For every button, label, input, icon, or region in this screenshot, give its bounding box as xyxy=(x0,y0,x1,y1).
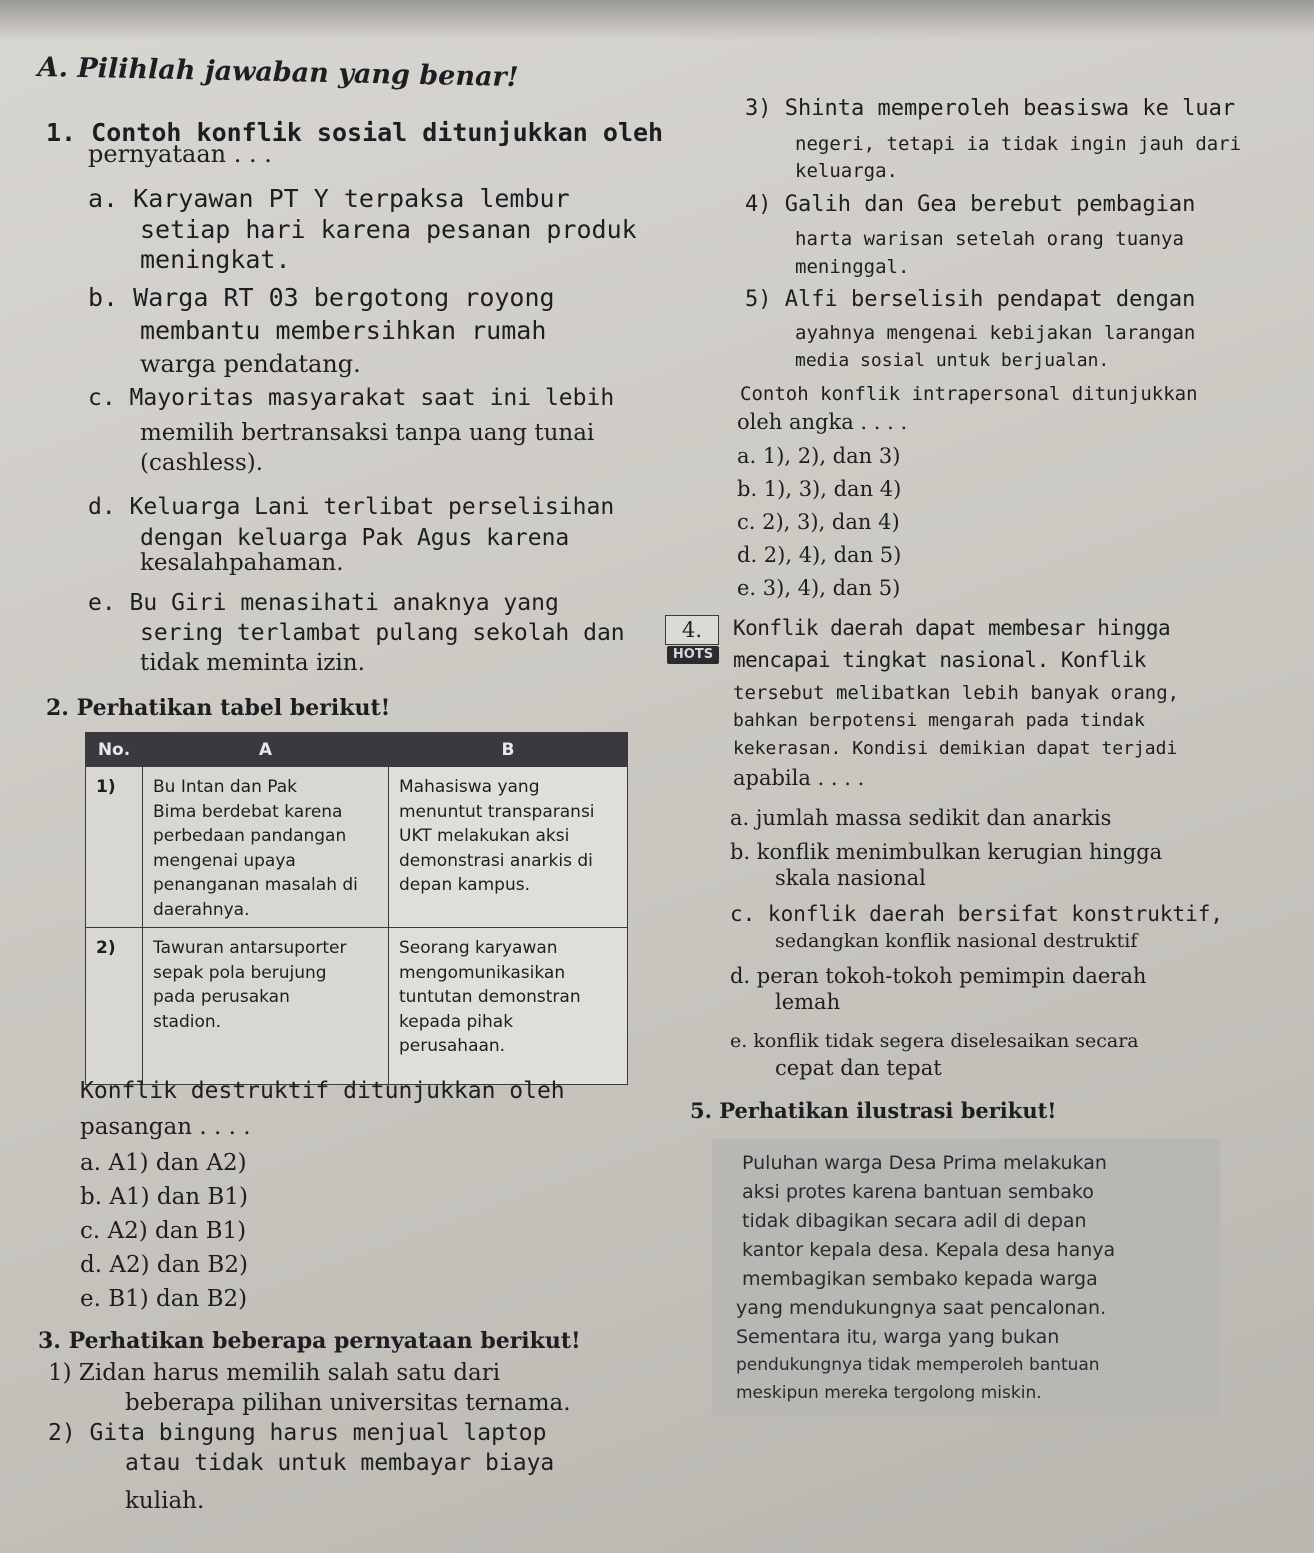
q4-number: 4. xyxy=(665,615,719,645)
illustration-line: yang mendukungnya saat pencalonan. xyxy=(736,1297,1107,1319)
page-top-shadow xyxy=(0,0,1314,40)
table-row xyxy=(86,767,628,928)
hots-badge: HOTS xyxy=(667,646,719,664)
q4-option-c-1[interactable]: c. konflik daerah bersifat konstruktif, xyxy=(730,902,1224,926)
q2-option-d[interactable]: d. A2) dan B2) xyxy=(80,1252,248,1278)
q1-option-d-1[interactable]: d. Keluarga Lani terlibat perselisihan xyxy=(88,494,615,520)
q4-option-d-2: lemah xyxy=(775,990,841,1014)
q1-option-d-3: kesalahpahaman. xyxy=(140,550,344,576)
q3-item-2-2: atau tidak untuk membayar biaya xyxy=(125,1450,555,1476)
cell-line: stadion. xyxy=(153,1011,222,1032)
cell-line: depan kampus. xyxy=(399,875,530,895)
q2-option-a[interactable]: a. A1) dan A2) xyxy=(80,1150,247,1176)
q4-option-d-1[interactable]: d. peran tokoh-tokoh pemimpin daerah xyxy=(730,964,1147,988)
q2-question-2: pasangan . . . . xyxy=(80,1114,251,1140)
q4-stem-5: kekerasan. Kondisi demikian dapat terjadi xyxy=(733,738,1178,759)
q3-option-d[interactable]: d. 2), 4), dan 5) xyxy=(737,543,902,567)
q1-option-b-2: membantu membersihkan rumah xyxy=(140,316,547,345)
q1-option-c-3: (cashless). xyxy=(140,450,264,476)
illustration-line: membagikan sembako kepada warga xyxy=(742,1268,1098,1290)
illustration-line: meskipun mereka tergolong miskin. xyxy=(736,1383,1042,1403)
q3-question-1: Contoh konflik intrapersonal ditunjukkan xyxy=(740,383,1198,405)
cell-line: daerahnya. xyxy=(153,899,250,920)
cell-line: demonstrasi anarkis di xyxy=(399,850,593,871)
q3-item-5-1: 5) Alfi berselisih pendapat dengan xyxy=(745,287,1196,312)
table-cell-a1 xyxy=(143,767,389,928)
cell-line: mengenai upaya xyxy=(153,850,296,871)
q4-option-a[interactable]: a. jumlah massa sedikit dan anarkis xyxy=(730,806,1112,830)
cell-line: Bima berdebat karena xyxy=(153,801,343,822)
q3-item-3-2: negeri, tetapi ia tidak ingin jauh dari xyxy=(795,133,1242,155)
table-cell-b2 xyxy=(389,928,628,1085)
cell-line: UKT melakukan aksi xyxy=(399,826,570,846)
q1-option-d-2: dengan keluarga Pak Agus karena xyxy=(140,525,570,551)
table-header-a: A xyxy=(143,733,389,767)
q3-item-3-3: keluarga. xyxy=(795,160,898,182)
illustration-line: pendukungnya tidak memperoleh bantuan xyxy=(736,1355,1100,1375)
q3-question-2: oleh angka . . . . xyxy=(737,410,908,434)
q3-item-4-3: meninggal. xyxy=(795,256,910,278)
q2-option-b[interactable]: b. A1) dan B1) xyxy=(80,1184,248,1210)
cell-line: Seorang karyawan xyxy=(399,938,558,958)
q4-stem-3: tersebut melibatkan lebih banyak orang, xyxy=(733,682,1180,704)
cell-line: Bu Intan dan Pak xyxy=(153,777,298,797)
q3-stem: 3. Perhatikan beberapa pernyataan berikut! xyxy=(38,1328,581,1354)
table-cell-a2 xyxy=(143,928,389,1085)
illustration-box xyxy=(712,1139,1220,1417)
cell-line: kepada pihak xyxy=(399,1011,514,1032)
illustration-line: tidak dibagikan secara adil di depan xyxy=(742,1210,1087,1232)
q3-item-4-1: 4) Galih dan Gea berebut pembagian xyxy=(745,192,1196,217)
cell-line: perusahaan. xyxy=(399,1036,506,1056)
q1-option-c-1[interactable]: c. Mayoritas masyarakat saat ini lebih xyxy=(88,385,615,411)
table-row xyxy=(86,928,628,1085)
q1-option-c-2: memilih bertransaksi tanpa uang tunai xyxy=(140,420,595,446)
q3-option-e[interactable]: e. 3), 4), dan 5) xyxy=(737,576,901,600)
q4-stem-2: mencapai tingkat nasional. Konflik xyxy=(733,648,1146,672)
cell-line: Tawuran antarsuporter xyxy=(153,938,347,958)
conflict-table xyxy=(85,732,628,1085)
cell-line: menuntut transparansi xyxy=(399,801,595,822)
q1-stem-line-2: pernyataan . . . xyxy=(88,140,272,168)
cell-line: pada perusakan xyxy=(153,987,290,1007)
q4-stem-4: bahkan berpotensi mengarah pada tindak xyxy=(733,710,1145,731)
q3-item-1-1: 1) Zidan harus memilih salah satu dari xyxy=(48,1360,501,1386)
table-cell-no: 1) xyxy=(86,767,143,928)
table-header-no: No. xyxy=(86,733,143,767)
q3-item-2-3: kuliah. xyxy=(125,1488,205,1514)
q3-item-4-2: harta warisan setelah orang tuanya xyxy=(795,228,1184,250)
q3-item-5-2: ayahnya mengenai kebijakan larangan xyxy=(795,322,1196,344)
cell-line: tuntutan demonstran xyxy=(399,987,581,1007)
cell-line: mengomunikasikan xyxy=(399,962,566,983)
q4-option-b-2: skala nasional xyxy=(775,866,926,890)
q4-option-c-2: sedangkan konflik nasional destruktif xyxy=(775,930,1138,952)
q3-item-5-3: media sosial untuk berjualan. xyxy=(795,350,1110,371)
q1-option-a-1[interactable]: a. Karyawan PT Y terpaksa lembur xyxy=(88,184,570,213)
cell-line: perbedaan pandangan xyxy=(153,826,347,846)
table-header-b: B xyxy=(389,733,628,767)
q1-option-e-3: tidak meminta izin. xyxy=(140,650,365,676)
section-title: A. Pilihlah jawaban yang benar! xyxy=(37,52,519,94)
cell-line: sepak pola berujung xyxy=(153,962,327,983)
q1-option-b-1[interactable]: b. Warga RT 03 bergotong royong xyxy=(88,283,555,312)
q4-stem-1: Konflik daerah dapat membesar hingga xyxy=(733,616,1171,640)
q4-option-e-1[interactable]: e. konflik tidak segera diselesaikan secara xyxy=(730,1030,1139,1052)
q1-option-e-1[interactable]: e. Bu Giri menasihati anaknya yang xyxy=(88,590,559,616)
q4-stem-6: apabila . . . . xyxy=(733,766,865,790)
table-cell-no: 2) xyxy=(86,928,143,1085)
q3-option-a[interactable]: a. 1), 2), dan 3) xyxy=(737,444,901,468)
q2-stem: 2. Perhatikan tabel berikut! xyxy=(46,695,391,721)
q1-option-a-2: setiap hari karena pesanan produk xyxy=(140,215,637,244)
q4-option-b-1[interactable]: b. konflik menimbulkan kerugian hingga xyxy=(730,840,1163,864)
q3-item-3-1: 3) Shinta memperoleh beasiswa ke luar xyxy=(745,96,1236,121)
q1-stem-line-1: 1. Contoh konflik sosial ditunjukkan oleh xyxy=(46,118,664,147)
q2-option-e[interactable]: e. B1) dan B2) xyxy=(80,1286,248,1312)
cell-line: penanganan masalah di xyxy=(153,875,358,895)
table-cell-b1 xyxy=(389,767,628,928)
q1-option-e-2: sering terlambat pulang sekolah dan xyxy=(140,620,625,646)
illustration-line: Puluhan warga Desa Prima melakukan xyxy=(742,1152,1107,1174)
illustration-line: kantor kepala desa. Kepala desa hanya xyxy=(742,1239,1116,1261)
illustration-line: Sementara itu, warga yang bukan xyxy=(736,1326,1060,1348)
q4-option-e-2: cepat dan tepat xyxy=(775,1056,942,1080)
q2-question-1: Konflik destruktif ditunjukkan oleh xyxy=(80,1078,565,1104)
q3-option-b[interactable]: b. 1), 3), dan 4) xyxy=(737,477,902,501)
q1-option-a-3: meningkat. xyxy=(140,245,291,274)
q1-option-b-3: warga pendatang. xyxy=(140,350,361,378)
q3-item-1-2: beberapa pilihan universitas ternama. xyxy=(125,1390,571,1416)
q5-stem: 5. Perhatikan ilustrasi berikut! xyxy=(690,1098,1057,1123)
q3-item-2-1: 2) Gita bingung harus menjual laptop xyxy=(48,1420,547,1446)
cell-line: Mahasiswa yang xyxy=(399,777,540,797)
q3-option-c[interactable]: c. 2), 3), dan 4) xyxy=(737,510,900,534)
q2-option-c[interactable]: c. A2) dan B1) xyxy=(80,1218,247,1244)
illustration-line: aksi protes karena bantuan sembako xyxy=(742,1181,1094,1203)
